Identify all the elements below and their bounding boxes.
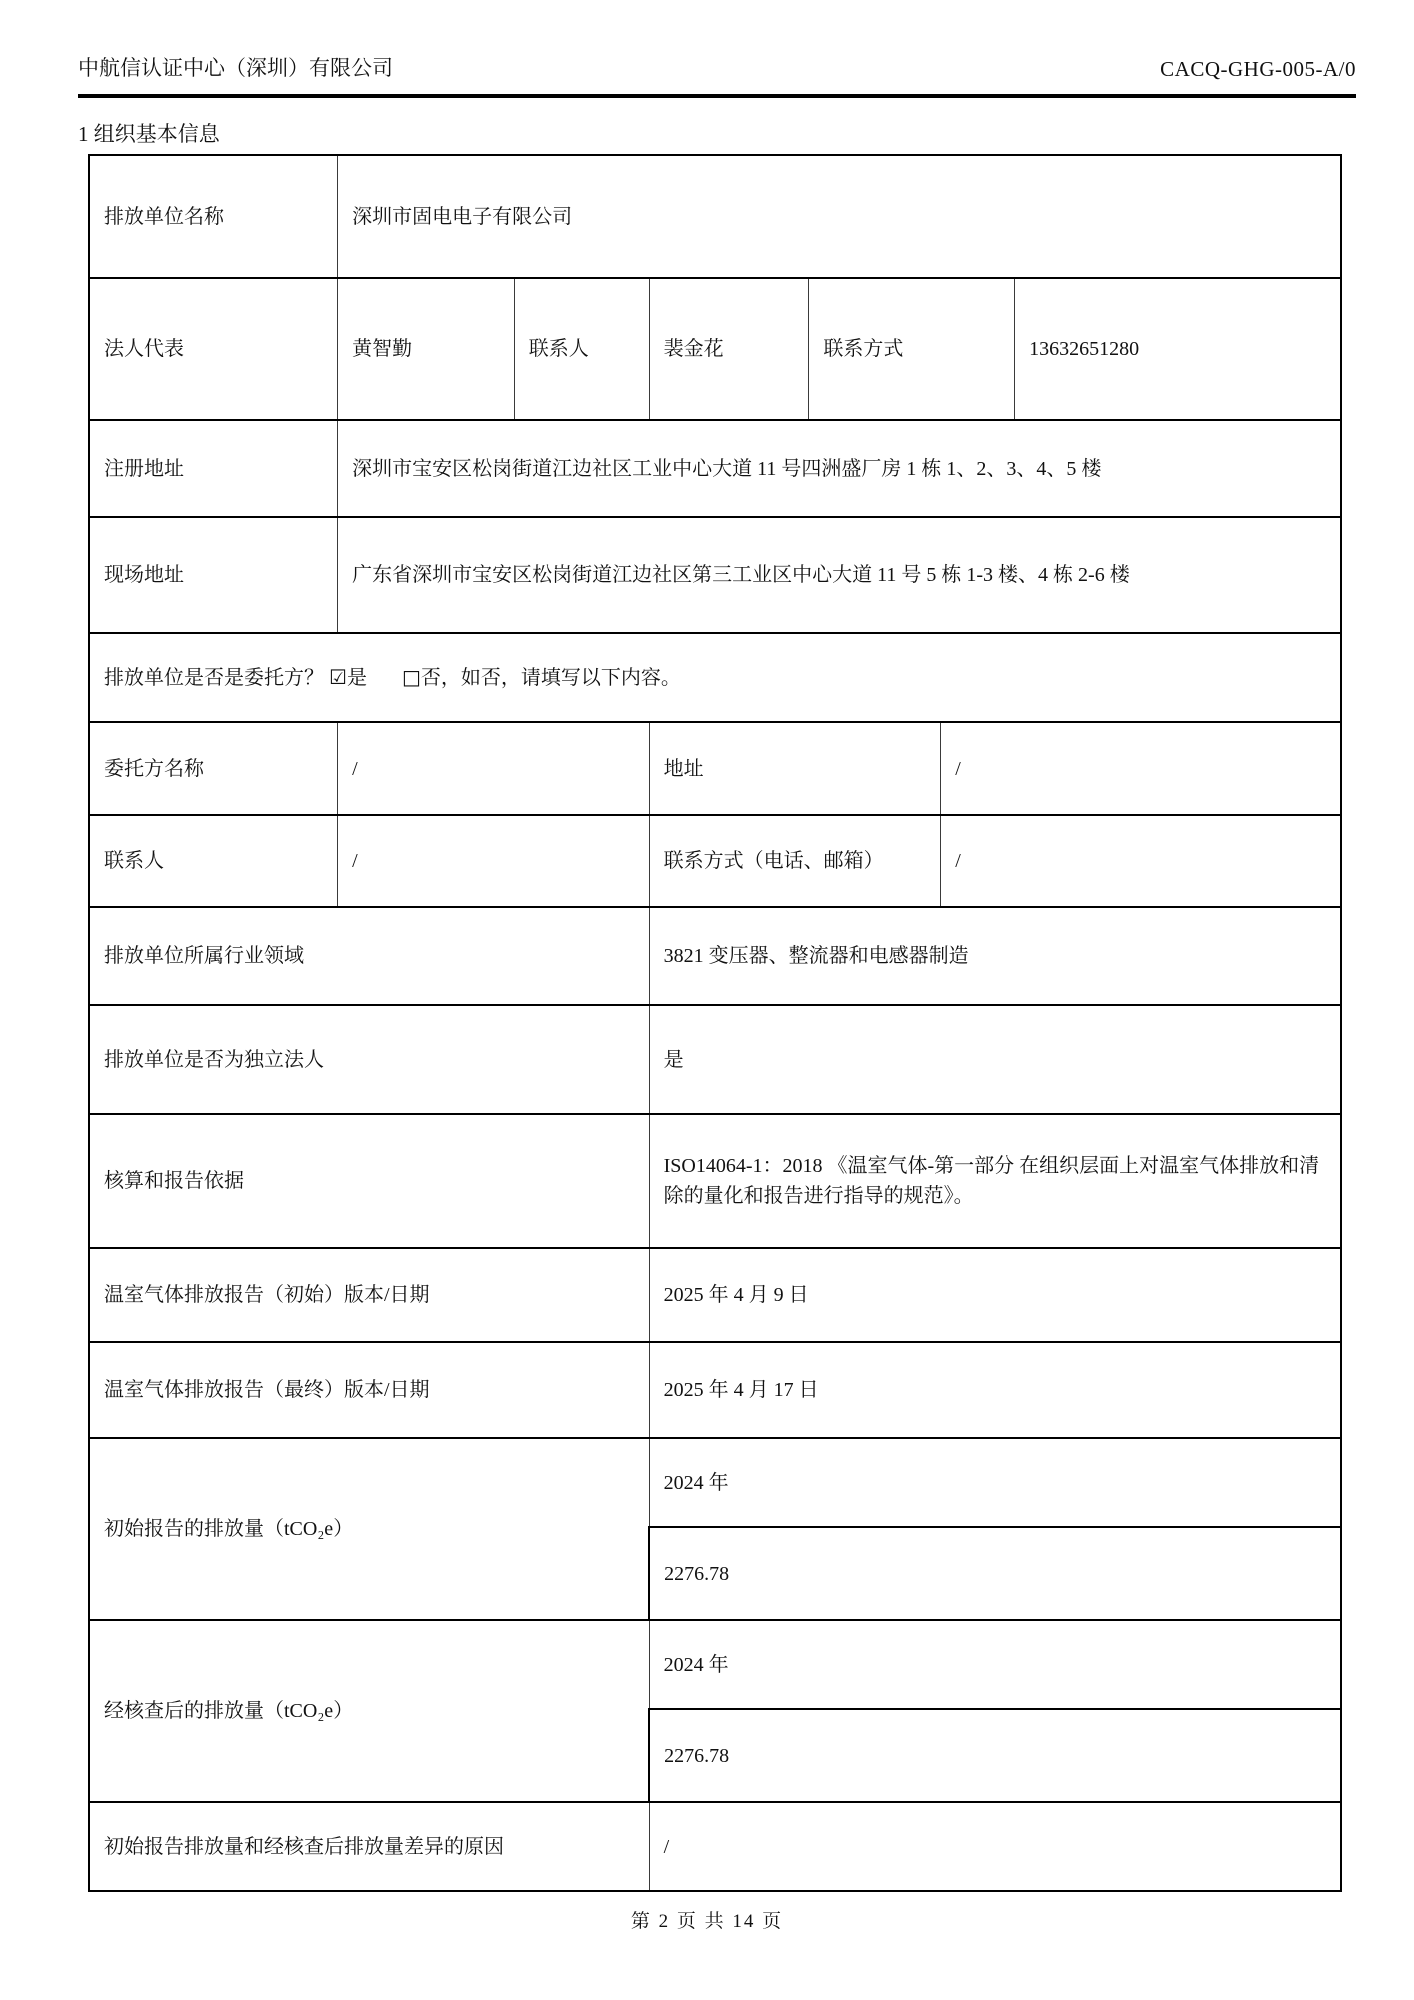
client-name-value: / — [338, 722, 649, 815]
header-doc-code: CACQ-GHG-005-A/0 — [1160, 57, 1356, 81]
contact-label: 联系人 — [514, 278, 649, 420]
initial-report-version-value: 2025 年 4 月 9 日 — [649, 1248, 1341, 1342]
table-row — [89, 1438, 1341, 1527]
no-option-label: 否，如否，请填写以下内容。 — [420, 667, 681, 689]
yes-option-label: 是 — [346, 667, 367, 689]
contact-value: 裴金花 — [649, 278, 809, 420]
client-contact-method-value: / — [941, 815, 1341, 907]
no-checkbox-empty-icon: □ — [401, 665, 421, 689]
final-report-version-value: 2025 年 4 月 17 日 — [649, 1342, 1341, 1438]
independent-entity-value: 是 — [649, 1005, 1341, 1114]
client-name-label: 委托方名称 — [89, 722, 338, 815]
site-address-value: 广东省深圳市宝安区松岗街道江边社区第三工业区中心大道 11 号 5 栋 1-3 楼、4 栋 2-6 楼 — [338, 517, 1341, 633]
contact-method-label: 联系方式 — [809, 278, 1015, 420]
table-row — [89, 815, 1341, 907]
accounting-basis-value: ISO14064-1：2018 《温室气体-第一部分 在组织层面上对温室气体排放和清除的量化和报告进行指导的规范》。 — [649, 1114, 1341, 1248]
difference-reason-label: 初始报告排放量和经核查后排放量差异的原因 — [89, 1802, 649, 1891]
registered-address-value: 深圳市宝安区松岗街道江边社区工业中心大道 11 号四洲盛厂房 1 栋 1、2、3、4、5 楼 — [338, 420, 1341, 517]
site-address-label: 现场地址 — [89, 517, 338, 633]
verified-emission-year: 2024 年 — [649, 1620, 1341, 1709]
section-title: 1 组织基本信息 — [78, 122, 220, 146]
initial-emission-year: 2024 年 — [649, 1438, 1341, 1527]
table-row — [89, 1114, 1341, 1248]
table-row — [89, 1005, 1341, 1114]
table-row — [89, 155, 1341, 278]
client-contact-method-label: 联系方式（电话、邮箱） — [649, 815, 941, 907]
unit-name-label: 排放单位名称 — [89, 155, 338, 278]
client-question-cell — [89, 633, 1341, 722]
org-basic-info-table — [88, 154, 1342, 1892]
table-row — [89, 1342, 1341, 1438]
table-row — [89, 907, 1341, 1005]
initial-emission-value: 2276.78 — [649, 1527, 1341, 1620]
verified-emission-value: 2276.78 — [649, 1709, 1341, 1802]
final-report-version-label: 温室气体排放报告（最终）版本/日期 — [89, 1342, 649, 1438]
table-row — [89, 633, 1341, 722]
table-row — [89, 420, 1341, 517]
table-row — [89, 278, 1341, 420]
table-row — [89, 517, 1341, 633]
header-company-name: 中航信认证中心（深圳）有限公司 — [78, 56, 393, 80]
industry-label: 排放单位所属行业领域 — [89, 907, 649, 1005]
unit-name-value: 深圳市固电电子有限公司 — [338, 155, 1341, 278]
table-row — [89, 1620, 1341, 1709]
table-row — [89, 1248, 1341, 1342]
independent-entity-label: 排放单位是否为独立法人 — [89, 1005, 649, 1114]
client-contact-label: 联系人 — [89, 815, 338, 907]
client-question-text: 排放单位是否是委托方？ — [104, 667, 324, 689]
registered-address-label: 注册地址 — [89, 420, 338, 517]
client-address-label: 地址 — [649, 722, 941, 815]
table-row — [89, 1802, 1341, 1891]
contact-method-value: 13632651280 — [1015, 278, 1341, 420]
accounting-basis-label: 核算和报告依据 — [89, 1114, 649, 1248]
page-header — [78, 52, 1356, 98]
client-contact-value: / — [338, 815, 649, 907]
initial-report-version-label: 温室气体排放报告（初始）版本/日期 — [89, 1248, 649, 1342]
table-row — [89, 722, 1341, 815]
verified-emission-label: 经核查后的排放量（tCO₂e） — [89, 1620, 649, 1802]
difference-reason-value: / — [649, 1802, 1341, 1891]
yes-checkbox-checked-icon: ☑ — [329, 665, 347, 689]
legal-rep-value: 黄智勤 — [338, 278, 515, 420]
legal-rep-label: 法人代表 — [89, 278, 338, 420]
industry-value: 3821 变压器、整流器和电感器制造 — [649, 907, 1341, 1005]
client-address-value: / — [941, 722, 1341, 815]
initial-emission-label: 初始报告的排放量（tCO₂e） — [89, 1438, 649, 1620]
page-number-footer: 第 2 页 共 14 页 — [630, 1911, 784, 1932]
